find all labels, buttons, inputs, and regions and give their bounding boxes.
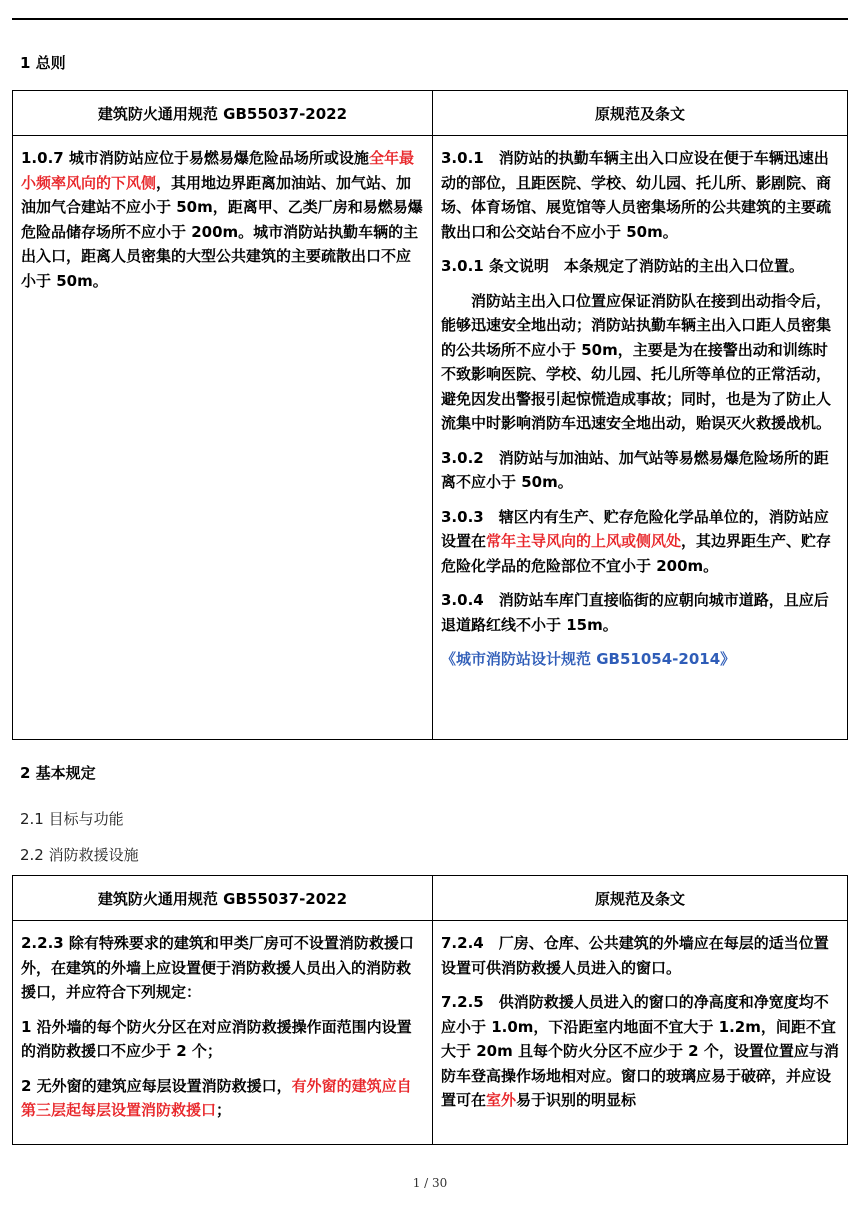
clause-text: ，其用地边界距离加油站、加气站、加油加气合建站不应小于 50m，距离甲、乙类厂房和易燃易爆危险品储存场所不应小于 200m。城市消防站执勤车辆的主出入口，距离人员密集的大型公共建筑的主要疏散出口不应小于 50m。 [21,173,423,290]
table-rescue-facilities [12,875,848,1145]
highlighted-text: 全年最小频率风向的下风侧 [21,149,414,192]
table-2-left-cell [13,921,433,1145]
clause-paragraph [441,505,839,579]
clause-paragraph [441,647,839,672]
clause-paragraph [21,1015,424,1064]
clause-text: 2 无外窗的建筑应每层设置消防救援口， [21,1076,292,1095]
highlighted-text: 常年主导风向的上风或侧风处 [486,532,682,550]
table-1-right-cell [433,136,848,740]
clause-text: 1.0.7 城市消防站应位于易燃易爆危险品场所或设施 [21,149,369,167]
clause-text: 3.0.4 消防站车库门直接临街的应朝向城市道路，且应后退道路红线不小于 15m。 [441,591,829,634]
clause-text: 3.0.1 条文说明 本条规定了消防站的主出入口位置。 [441,257,804,275]
top-rule [12,18,848,20]
table-1-left-cell [13,136,433,740]
clause-paragraph [441,289,839,436]
clause-paragraph [441,254,839,279]
clause-paragraph [21,931,424,1005]
table-1-header-left: 建筑防火通用规范 GB55037-2022 [13,91,433,136]
clause-text: 《城市消防站设计规范 GB51054-2014》 [441,650,736,668]
subsection-2-1: 2.1 目标与功能 [20,810,124,828]
clause-text: 3.0.3 辖区内有生产、贮存危险化学品单位的，消防站应设置在 [441,507,829,550]
clause-paragraph [441,990,839,1113]
clause-text: 7.2.4 厂房、仓库、公共建筑的外墙应在每层的适当位置设置可供消防救援人员进入的窗口。 [441,934,829,977]
table-1-header-right: 原规范及条文 [433,91,848,136]
clause-text: 7.2.5 供消防救援人员进入的窗口的净高度和净宽度均不应小于 1.0m，下沿距室内地面不宜大于 1.2m，间距不宜大于 20m 且每个防火分区不应少于 2 个，设置位置应与消防车登高操作场地相对应。窗口的玻璃应易于破碎，并应设置可在 [441,993,839,1109]
clause-text: 3.0.1 消防站的执勤车辆主出入口应设在便于车辆迅速出动的部位，且距医院、学校、幼儿园、托儿所、影剧院、商场、体育场馆、展览馆等人员密集场所的公共建筑的主要疏散出口和公交站台不应小于 50m。 [441,149,832,241]
clause-text: 2.2.3 除有特殊要求的建筑和甲类厂房可不设置消防救援口外，在建筑的外墙上应设置便于消防救援人员出入的消防救援口，并应符合下列规定： [21,934,414,1001]
clause-text: 易于识别的明显标 [516,1091,637,1109]
clause-paragraph [441,931,839,980]
clause-text: 消防站主出入口位置应保证消防队在接到出动指令后，能够迅速安全地出动；消防站执勤车辆主出入口距人员密集的公共场所不应小于 50m，主要是为在接警出动和训练时不致影响医院、学校、幼儿园、托儿所等单位的正常活动，避免因发出警报引起惊慌造成事故；同时，也是为了防止人流集中时影响消防车迅速安全地出动，贻误灭火救援战机。 [441,291,832,432]
table-2-header-left: 建筑防火通用规范 GB55037-2022 [13,876,433,921]
table-2-header-right: 原规范及条文 [433,876,848,921]
clause-text: ，其边界距生产、贮存危险化学品的危险部位不宜小于 200m。 [441,532,832,575]
section-1-heading: 1 总则 [20,54,66,72]
clause-paragraph [441,146,839,244]
clause-text: 3.0.2 消防站与加油站、加气站等易燃易爆危险场所的距离不应小于 50m。 [441,448,829,491]
highlighted-text: 室外 [486,1091,517,1109]
clause-paragraph [441,446,839,495]
section-2-heading: 2 基本规定 [20,764,96,782]
clause-paragraph [21,1074,424,1123]
highlighted-text: 有外窗的建筑应自第三层起每层设置消防救援口 [21,1076,412,1119]
subsection-2-2: 2.2 消防救援设施 [20,846,139,864]
page-number: 1 / 30 [412,1176,448,1190]
clause-paragraph [441,588,839,637]
clause-paragraph [21,146,424,293]
clause-text: ； [216,1101,232,1119]
table-2-right-cell [433,921,848,1145]
table-general-provisions [12,90,848,740]
clause-text: 1 沿外墙的每个防火分区在对应消防救援操作面范围内设置的消防救援口不应少于 2 个； [21,1017,412,1060]
